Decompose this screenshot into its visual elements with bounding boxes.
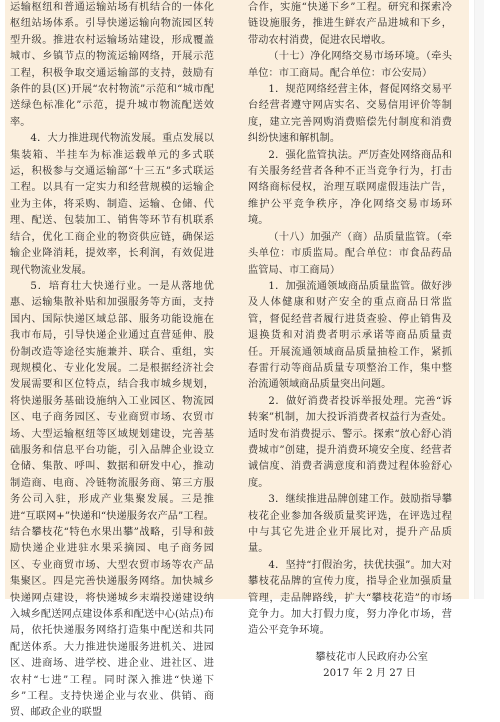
section-17-item-1: 1．规范网络经营主体，督促网络交易平台经营者遵守网店实名、交易信用评价等制度，建立完善网购消费赔偿先付制度和消费纠纷快速和解机制。 [248,84,452,145]
signature-date: 2017 年 2 月 27 日 [323,668,416,680]
section-18-item-3: 3．继续推进品牌创建工作。鼓励指导攀枝花企业参加各级质量奖评选，在评选过程中与其它先进企业开展比对，提升产品质量。 [248,494,452,555]
section-17-item-2: 2．强化监管执法。严厉查处网络商品和有关服务经营者各种不正当竞争行为，打击网络商标侵权，治理互联网虚假违法广告，维护公平竞争秩序，净化网络交易市场环境。 [248,149,452,227]
section-17-title: （十七）净化网络交易市场环境。（牵头单位：市工商局。配合单位：市公安局） [248,51,452,79]
section-18-item-4: 4．坚持“打假治劣，扶优扶强”。加大对攀枝花品牌的宣传力度，指导企业加强质量管理，走品牌路线，扩大“攀枝花造”的市场竞争力。加大打假力度，努力净化市场，营造公平竞争环境。 [248,559,452,637]
section-18-title: （十八）加强产（商）品质量监管。（牵头单位：市质监局。配合单位：市食品药品监管局、市工商局） [248,231,452,276]
paragraph-modern-logistics: 4．大力推进现代物流发展。重点发展以集装箱、半挂车为标准运载单元的多式联运，积极参与交通运输部“十三五”多式联运工程。以具有一定实力和经营规模的运输企业为主体，将采购、制造、运输、仓储、代理、配送、包装加工、销售等环节有机联系结合，优化工商企业的物资供应链，确保运输企业降消耗，提效率，长利润，有效促进现代物流业发展。 [10,133,214,276]
paragraph-express-to-countryside: 合作，实施“快递下乡”工程。研究和探索冷链设施服务，推进生鲜农产品进城和下乡，带动农村消费，促进农民增收。 [248,2,452,46]
paragraph-logistics-hubs: 运输枢纽和普通运输站场有机结合的一体化枢纽站场体系。引导快递运输向物流园区转型升级。推进农村运输场站建设，形成覆盖城市、乡镇节点的物流运输网络，开展示范工程，积极争取交通运输部的支持，鼓励有条件的县(区)开展“农村物流”示范和“城市配送绿色标准化”示范，提升城市物流配送效率。 [10,2,214,128]
section-18-item-1: 1．加强流通领域商品质量监管。做好涉及人体健康和财产安全的重点商品日常监管，督促经营者履行进货查验、停止销售及退换货和对消费者明示承诺等商品质量责任。开展流通领域商品质量抽检工作，紧抓春雷行动等商品质量专项整治工作，集中整治流通领域商品质量突出问题。 [248,280,452,391]
paragraph-express-industry: 5．培育壮大快递行业。一是从落地优惠、运输集散补贴和加强服务等方面，支持国内、国际快递区域总部、服务功能设施在我市布局，引导快递企业通过直营延伸、股份制改造等途径实施兼并、联合、重组，实现规模化、专业化发展。二是根据经济社会发展需要和区位特点，结合我市城乡规划，将快递服务基础设施纳入工业园区、物流园区、电子商务园区、专业商贸市场、农贸市场、大型运输枢纽等区域规划建设，完善基础服务和信息平台功能，引入品牌企业设立仓储、集散、呼叫、数据和研发中心，推动制造商、电商、冷链物流服务商、第三方服务公司入驻，形成产业集聚发展。三是推进“互联网+”快递和“快递服务农产品”工程。结合攀枝花“特色水果出攀”战略，引导和鼓励快递企业进驻水果采摘园、电子商务园区、专业商贸市场、大型农贸市场等农产品集聚区。四是完善快递服务网络。加快城乡快递网点建设，将快递城乡末端投递建设纳入城乡配送网点建设体系和配送中心(站点)布局，依托快递服务网络打造集中配送和共同配送体系。大力推进快递服务进机关、进园区、进商场、进学校、进企业、进社区、进农村“七进”工程。同时深入推进“快递下乡”工程。支持快递企业与农业、供销、商贸、邮政企业的联盟 [10,280,214,719]
right-column [248,0,452,683]
left-column [10,0,214,722]
section-18-item-2: 2．做好消费者投诉举报处理。完善“诉转案”机制，加大投诉消费者权益行为查处。适时发布消费提示、警示。探索“放心舒心消费城市”创建，提升消费环境安全度、经营者诚信度、消费者满意度和消费过程体验舒心度。 [248,395,452,489]
scrollbar-thumb[interactable] [474,0,484,599]
signature-organization: 攀枝花市人民政府办公室 [315,651,428,663]
